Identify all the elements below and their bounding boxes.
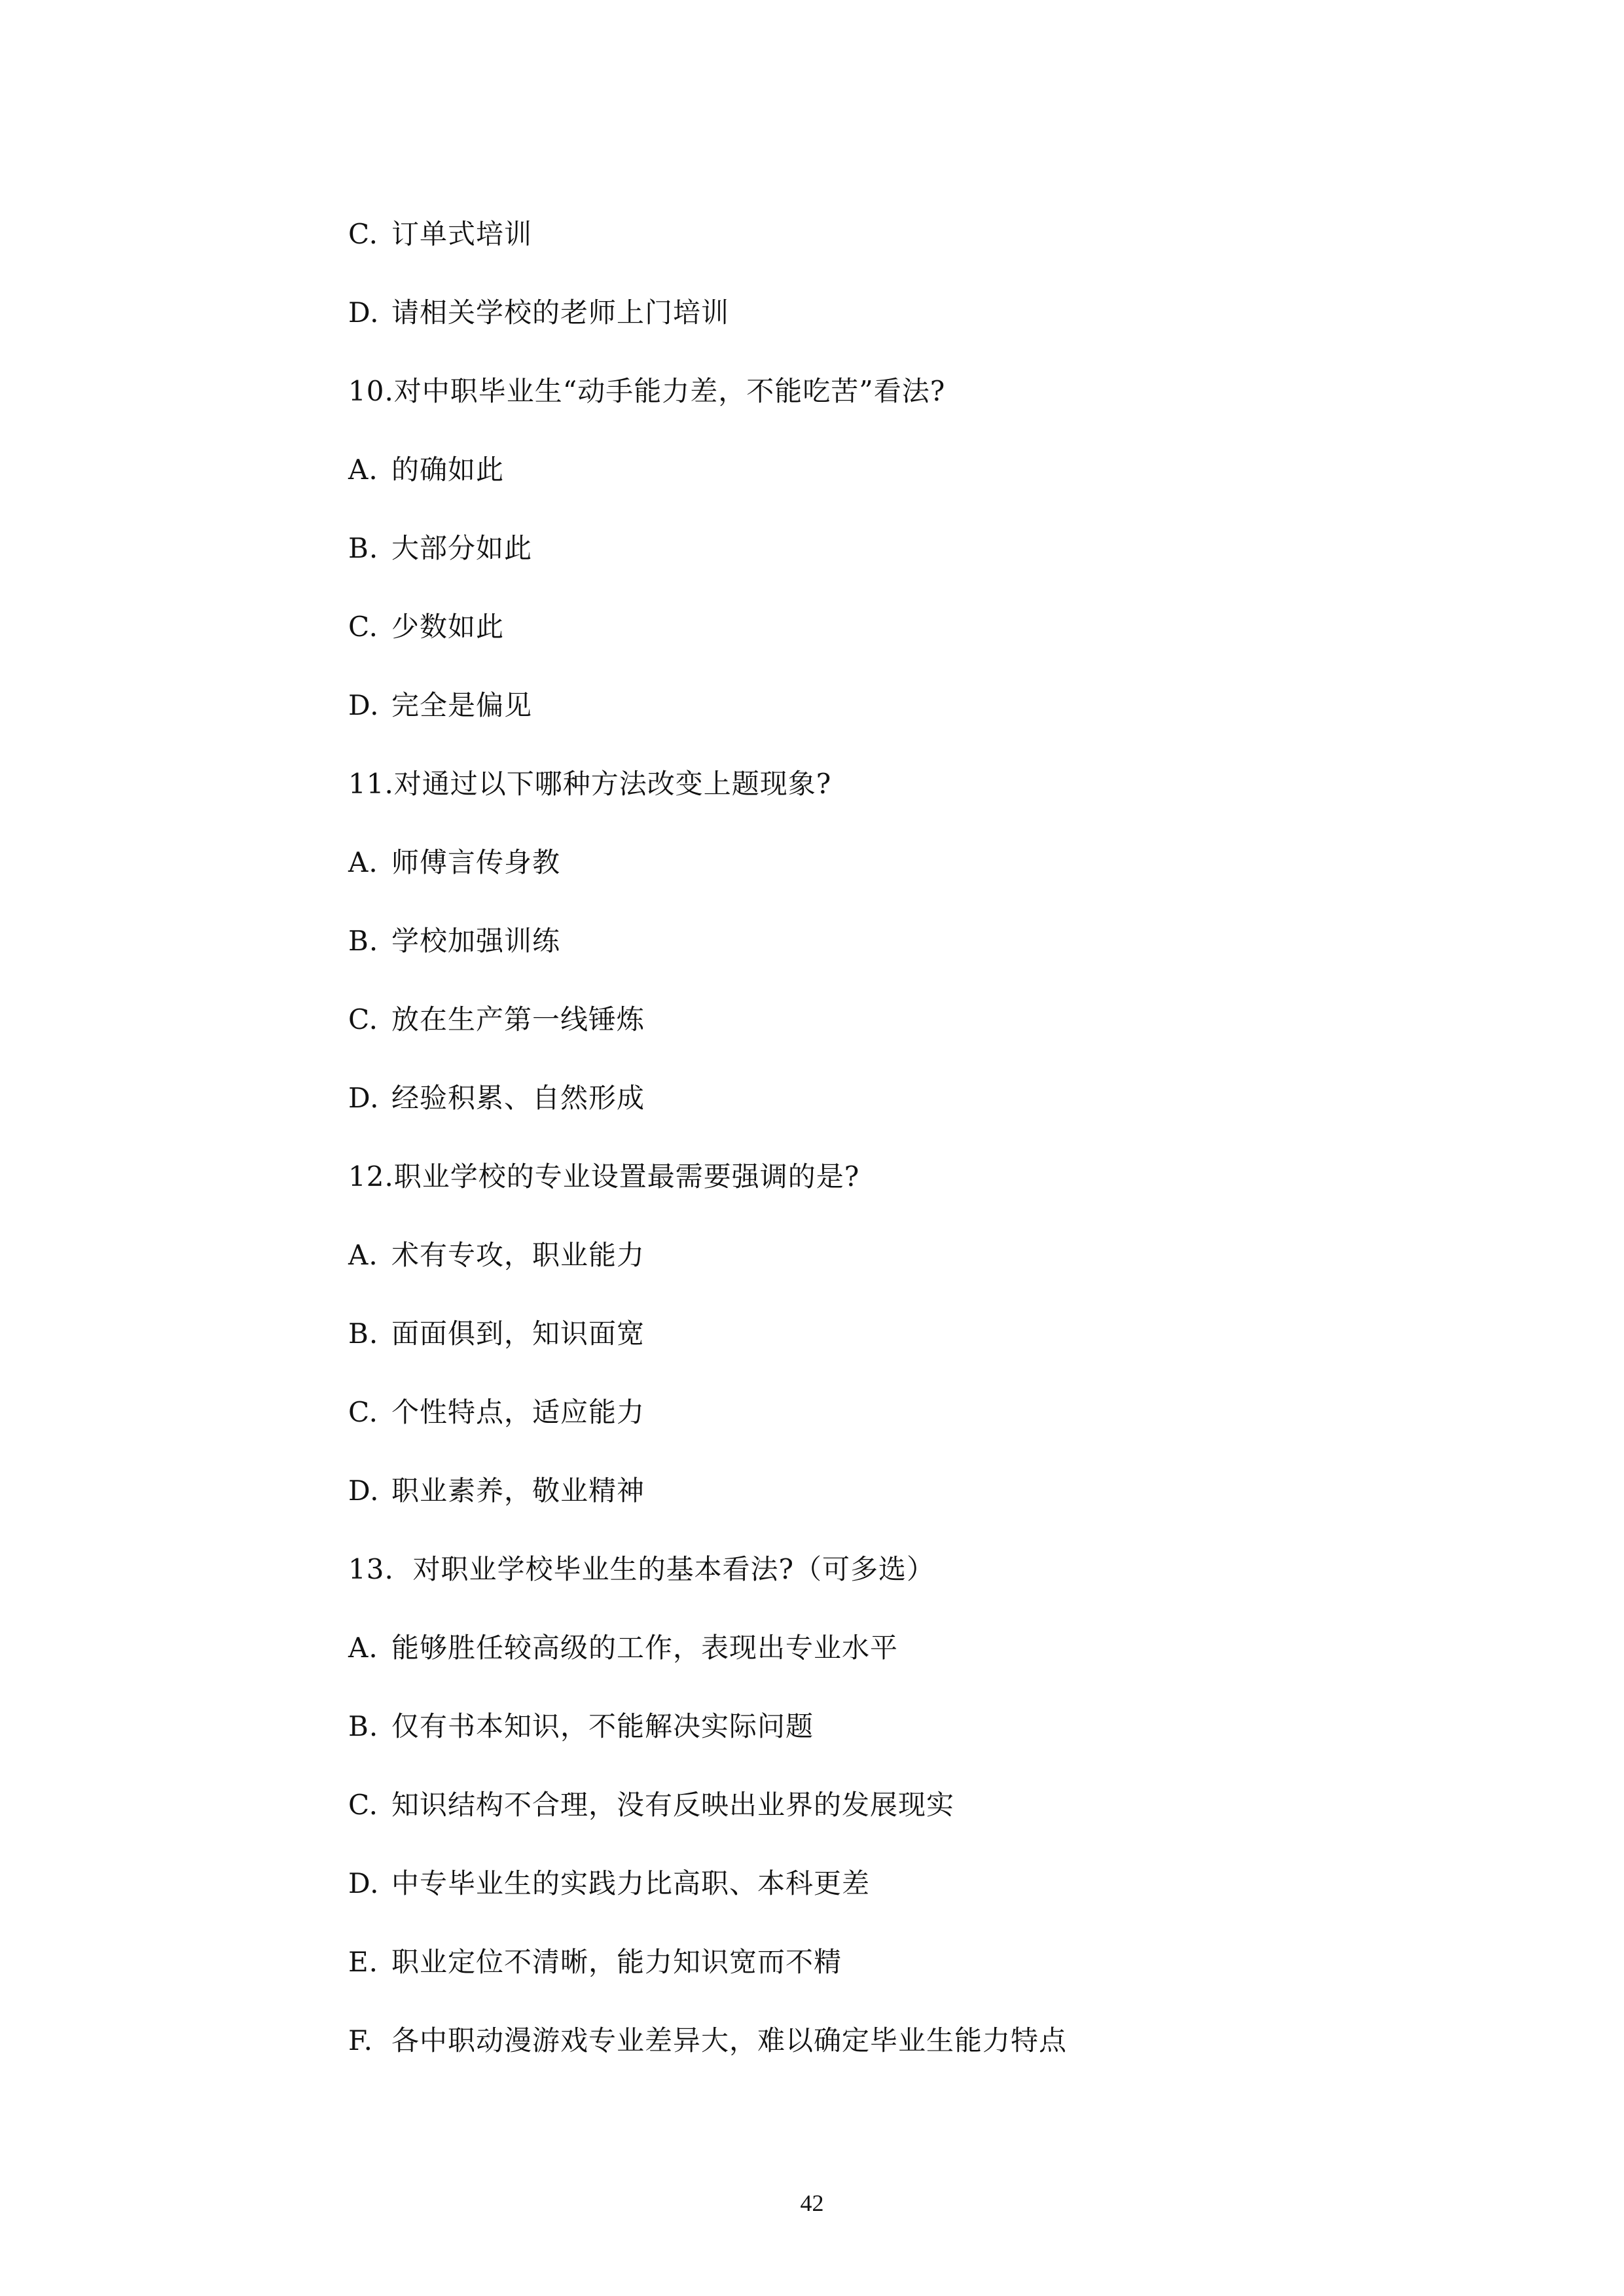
question-number: 12.: [348, 1160, 394, 1193]
option-text: 完全是偏见: [391, 689, 533, 721]
question-text: 对职业学校毕业生的基本看法?（可多选）: [393, 1553, 935, 1585]
option-label: B.: [348, 1318, 379, 1350]
option-label: B.: [348, 532, 379, 564]
option-text: 订单式培训: [391, 218, 533, 250]
option-text: 学校加强训练: [391, 925, 561, 957]
option-line: [348, 839, 1494, 918]
option-label: C.: [348, 1396, 378, 1428]
option-line: [348, 682, 1494, 761]
option-line: [348, 1075, 1494, 1153]
option-text: 职业定位不清晰，能力知识宽而不精: [391, 1946, 842, 1978]
option-line: [348, 1310, 1494, 1389]
option-line: [348, 918, 1494, 996]
option-line: [348, 603, 1494, 682]
option-line: [348, 1467, 1494, 1546]
question-line: [348, 368, 1494, 446]
option-label: C.: [348, 1003, 378, 1035]
option-label: A.: [348, 846, 378, 878]
option-line: [348, 1232, 1494, 1310]
option-text: 请相关学校的老师上门培训: [391, 296, 730, 329]
option-line: [348, 2017, 1494, 2096]
option-label: C.: [348, 1789, 378, 1821]
option-line: [348, 1703, 1494, 1782]
option-line: [348, 1939, 1494, 2017]
option-label: D.: [348, 1082, 380, 1114]
option-text: 中专毕业生的实践力比高职、本科更差: [391, 1867, 871, 1899]
option-text: 经验积累、自然形成: [391, 1082, 645, 1114]
option-line: [348, 1860, 1494, 1939]
question-text: 对中职毕业生“动手能力差，不能吃苦”看法?: [393, 375, 946, 407]
question-number: 10.: [348, 375, 394, 407]
option-label: F.: [348, 2024, 373, 2056]
option-text: 少数如此: [391, 611, 505, 643]
option-label: B.: [348, 1710, 379, 1742]
option-label: D.: [348, 1867, 380, 1899]
option-text: 面面俱到，知识面宽: [391, 1318, 645, 1350]
question-line: [348, 1546, 1494, 1624]
option-label: A.: [348, 1632, 378, 1664]
option-text: 个性特点，适应能力: [391, 1396, 645, 1428]
option-label: D.: [348, 1475, 380, 1507]
option-label: E.: [348, 1946, 379, 1978]
option-line: [348, 289, 1494, 368]
option-label: C.: [348, 218, 378, 250]
question-text: 职业学校的专业设置最需要强调的是?: [393, 1160, 860, 1193]
option-text: 职业素养，敬业精神: [391, 1475, 645, 1507]
question-line: [348, 1153, 1494, 1232]
page-number: 42: [800, 2190, 824, 2216]
question-text: 对通过以下哪种方法改变上题现象?: [393, 768, 832, 800]
option-line: [348, 996, 1494, 1075]
option-text: 大部分如此: [391, 532, 533, 564]
question-number: 13.: [348, 1553, 394, 1585]
option-line: [348, 525, 1494, 603]
option-text: 各中职动漫游戏专业差异大，难以确定毕业生能力特点: [391, 2024, 1068, 2056]
option-text: 放在生产第一线锤炼: [391, 1003, 645, 1035]
option-label: D.: [348, 296, 380, 329]
option-line: [348, 1782, 1494, 1860]
option-text: 仅有书本知识，不能解决实际问题: [391, 1710, 814, 1742]
question-number: 11.: [348, 768, 394, 800]
option-label: D.: [348, 689, 380, 721]
option-line: [348, 1624, 1494, 1703]
option-text: 知识结构不合理，没有反映出业界的发展现实: [391, 1789, 955, 1821]
option-label: A.: [348, 1239, 378, 1271]
option-label: A.: [348, 454, 378, 486]
question-line: [348, 761, 1494, 839]
option-label: B.: [348, 925, 379, 957]
option-line: [348, 446, 1494, 525]
option-text: 术有专攻，职业能力: [391, 1239, 645, 1271]
option-line: [348, 1389, 1494, 1467]
question-list: [348, 211, 1494, 2096]
option-text: 的确如此: [391, 454, 505, 486]
option-text: 能够胜任较高级的工作，表现出专业水平: [391, 1632, 899, 1664]
option-line: [348, 211, 1494, 289]
option-text: 师傅言传身教: [391, 846, 561, 878]
option-label: C.: [348, 611, 378, 643]
